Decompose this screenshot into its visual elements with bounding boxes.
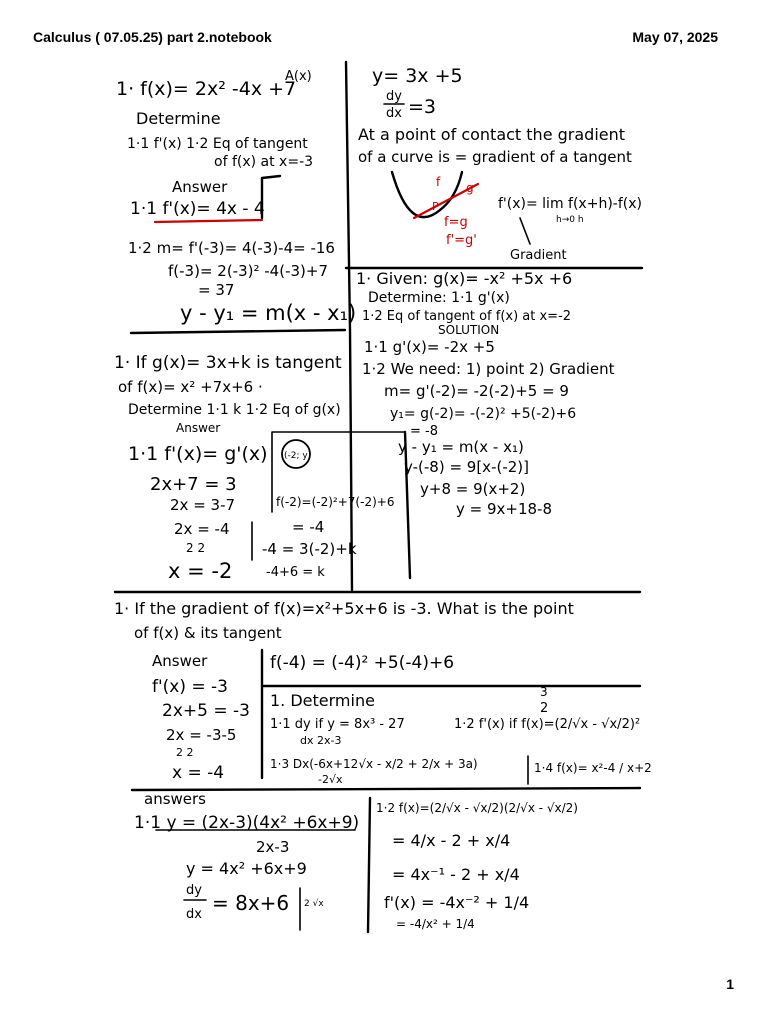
q4-line1: 1· If the gradient of f(x)=x²+5x+6 is -3. What is the point bbox=[114, 599, 574, 618]
answers-b2: = 4/x - 2 + x/4 bbox=[392, 831, 511, 850]
notebook-date: May 07, 2025 bbox=[632, 29, 718, 45]
q2-line2: y-(-8) = 9[x-(-2)] bbox=[404, 458, 529, 476]
answers-side: 2 √x bbox=[304, 899, 324, 909]
q5-p11: 1·1 dy if y = 8x³ - 27 bbox=[270, 717, 405, 732]
q2-contact1: At a point of contact the gradient bbox=[358, 125, 626, 144]
q5-p13: 1·3 Dx(-6x+12√x - x/2 + 2/x + 3a) bbox=[270, 757, 478, 771]
q3-answer: Answer bbox=[176, 421, 221, 435]
answers-a1: 1·1 y = (2x-3)(4x² +6x+9) bbox=[134, 813, 360, 833]
answers-dx: dx bbox=[186, 907, 202, 922]
answers-title: answers bbox=[144, 790, 206, 808]
q2-g-label: g bbox=[466, 181, 474, 195]
q3-k1: -4 = 3(-2)+k bbox=[262, 540, 357, 558]
q5-p11b: dx 2x-3 bbox=[300, 734, 342, 747]
q5-p12: 1·2 f'(x) if f(x)=(2/√x - √x/2)² bbox=[454, 717, 641, 732]
q3-k2: -4+6 = k bbox=[266, 565, 325, 580]
q2-eq3: =3 bbox=[408, 96, 437, 118]
q2-limit: f'(x)= lim f(x+h)-f(x) bbox=[498, 196, 642, 212]
q2-line1: y - y₁ = m(x - x₁) bbox=[398, 438, 524, 456]
q2-f-label: f bbox=[436, 175, 441, 189]
q2-y1b: = -8 bbox=[410, 424, 438, 439]
notebook-title: Calculus ( 07.05.25) part 2.notebook bbox=[33, 29, 272, 45]
q5-p13b: -2√x bbox=[318, 773, 343, 786]
q2-m: m= g'(-2)= -2(-2)+5 = 9 bbox=[384, 382, 569, 400]
q4-a4: x = -4 bbox=[172, 763, 225, 783]
q4-a3-denominator: 2 2 bbox=[176, 746, 194, 759]
q3-f2: f(-2)=(-2)²+7(-2)+6 bbox=[276, 495, 395, 509]
q3-a5: x = -2 bbox=[168, 559, 233, 583]
divider-q1-q3 bbox=[131, 330, 345, 333]
answers-a1d: 2x-3 bbox=[256, 838, 290, 856]
q2-limit-h: h→0 h bbox=[556, 215, 584, 225]
q2-s11: 1·1 g'(x)= -2x +5 bbox=[364, 338, 495, 356]
q1-answer-12b: f(-3)= 2(-3)² -4(-3)+7 bbox=[168, 262, 328, 280]
answers-b5: = -4/x² + 1/4 bbox=[396, 917, 475, 931]
q4-a2: 2x+5 = -3 bbox=[162, 701, 250, 721]
q3-a2: 2x+7 = 3 bbox=[150, 474, 237, 495]
q1-function: 1· f(x)= 2x² -4x +7 bbox=[116, 78, 297, 100]
q1-answer-12d: y - y₁ = m(x - x₁) bbox=[180, 301, 357, 325]
q2-given: 1· Given: g(x)= -x² +5x +6 bbox=[356, 269, 573, 288]
q3-eqm4: = -4 bbox=[292, 518, 325, 536]
q1-answer-11: 1·1 f'(x)= 4x - 4 bbox=[130, 199, 265, 219]
q2-y: y= 3x +5 bbox=[372, 65, 463, 87]
q3-a4-denominator: 2 2 bbox=[186, 541, 206, 555]
q2-contact2: of a curve is = gradient of a tangent bbox=[358, 148, 632, 166]
q1-ax: A(x) bbox=[285, 69, 312, 84]
q3-a3: 2x = 3-7 bbox=[170, 496, 236, 514]
q5-cube-mark: 3 bbox=[540, 685, 548, 699]
q2-eq: 1·2 Eq of tangent of f(x) at x=-2 bbox=[362, 309, 572, 324]
answers-dy: dy bbox=[186, 883, 202, 898]
q1-answer-12c: = 37 bbox=[198, 281, 235, 299]
q2-fpgp: f'=g' bbox=[446, 233, 477, 248]
answers-b4: f'(x) = -4x⁻² + 1/4 bbox=[384, 893, 530, 912]
q2-feg: f=g bbox=[444, 215, 468, 230]
answers-b3: = 4x⁻¹ - 2 + x/4 bbox=[392, 865, 520, 884]
q1-parts2: of f(x) at x=-3 bbox=[214, 154, 314, 170]
divider-answers bbox=[132, 788, 640, 790]
q4-a1: f'(x) = -3 bbox=[152, 677, 228, 697]
q2-dy: dy bbox=[386, 89, 402, 104]
q2-line3: y+8 = 9(x+2) bbox=[420, 480, 526, 498]
q5-two-mark: 2 bbox=[540, 701, 549, 716]
q3-box-point: (-2; y) bbox=[284, 451, 312, 461]
q4-line2: of f(x) & its tangent bbox=[134, 624, 282, 642]
answers-b1: 1·2 f(x)=(2/√x - √x/2)(2/√x - √x/2) bbox=[376, 801, 578, 815]
q5-p14: 1·4 f(x)= x²-4 / x+2 bbox=[534, 761, 652, 775]
q1-answer-underline bbox=[155, 220, 262, 222]
q3-a1: 1·1 f'(x)= g'(x) bbox=[128, 443, 268, 465]
q1-answer: Answer bbox=[172, 178, 228, 196]
q2-solution: SOLUTION bbox=[438, 323, 500, 337]
q2-s12: 1·2 We need: 1) point 2) Gradient bbox=[362, 360, 615, 378]
q4-a3: 2x = -3-5 bbox=[166, 726, 237, 744]
q1-answer-12: 1·2 m= f'(-3)= 4(-3)-4= -16 bbox=[128, 239, 335, 257]
q3-line2: of f(x)= x² +7x+6 · bbox=[118, 378, 263, 396]
q2-y1: y₁= g(-2)= -(-2)² +5(-2)+6 bbox=[390, 406, 577, 422]
q2-p-label: P bbox=[432, 200, 439, 213]
q1-determine: Determine bbox=[136, 109, 221, 128]
divider-vertical-main bbox=[346, 62, 352, 590]
answers-a2: y = 4x² +6x+9 bbox=[186, 859, 307, 878]
q1-parts: 1·1 f'(x) 1·2 Eq of tangent bbox=[127, 136, 308, 152]
q3-line3: Determine 1·1 k 1·2 Eq of g(x) bbox=[128, 402, 341, 418]
q4-f4: f(-4) = (-4)² +5(-4)+6 bbox=[270, 653, 455, 673]
q4-answer: Answer bbox=[152, 652, 208, 670]
q5-determine: 1. Determine bbox=[270, 691, 375, 710]
q2-arrow bbox=[520, 218, 530, 244]
answers-a3c: = 8x+6 bbox=[212, 891, 290, 915]
q2-gradient: Gradient bbox=[510, 248, 567, 263]
q3-line1: 1· If g(x)= 3x+k is tangent bbox=[114, 353, 342, 373]
q2-line4: y = 9x+18-8 bbox=[456, 500, 553, 518]
divider-answers-vertical bbox=[368, 798, 370, 932]
q3-a4: 2x = -4 bbox=[174, 520, 230, 538]
page-number: 1 bbox=[726, 976, 734, 992]
q2-determine: Determine: 1·1 g'(x) bbox=[368, 290, 510, 306]
q2-dx: dx bbox=[386, 106, 402, 121]
